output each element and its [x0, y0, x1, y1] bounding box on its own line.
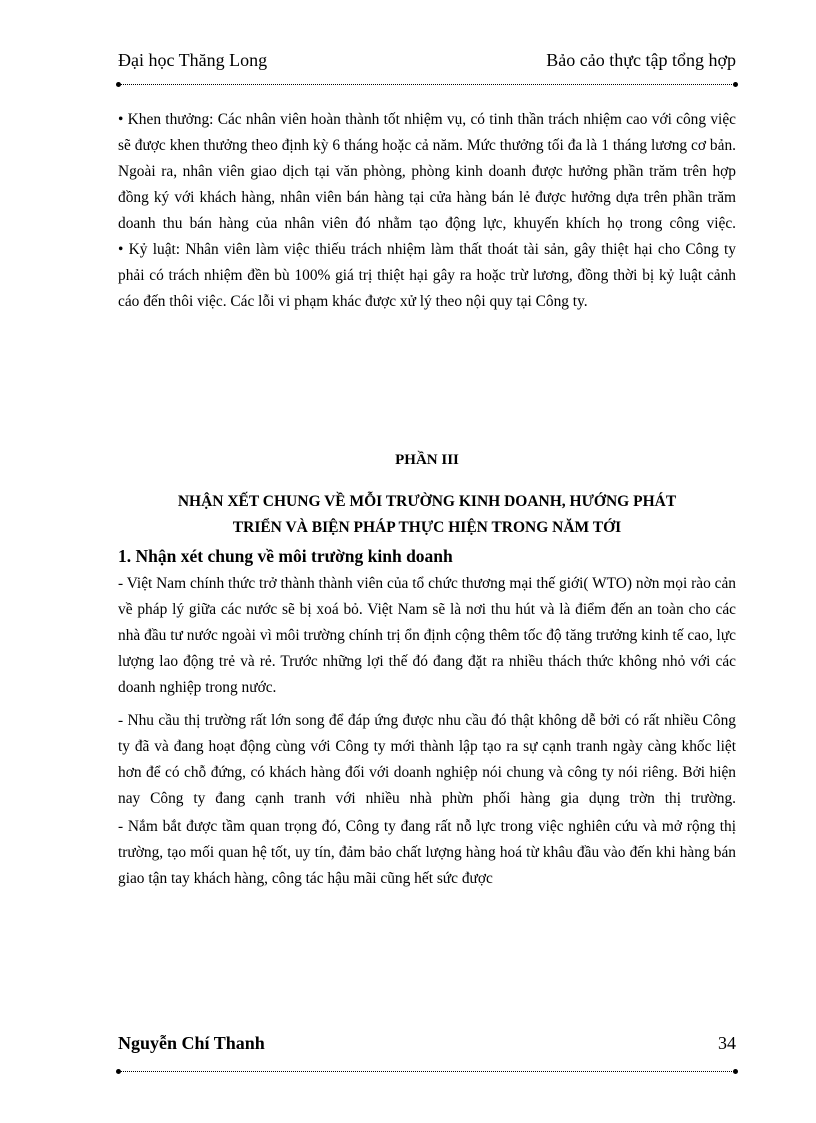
header-divider [118, 84, 736, 85]
footer-author: Nguyễn Chí Thanh [118, 1033, 265, 1053]
page-header [118, 50, 736, 78]
paragraph-discipline: • Kỷ luật: Nhân viên làm việc thiếu trách nhiệm làm thất thoát tài sản, gây thiệt hại cho Công ty phải có trách nhiệm đền bù 100% giá trị thiệt hại gây ra hoặc trừ lương, đồng thời bị kỷ luật cảnh cáo đến thôi việc. Các lỗi vi phạm khác được xử lý theo nội quy tại Công ty. [118, 241, 736, 310]
paragraph-market-demand: - Nhu cầu thị trường rất lớn song để đáp ứng được nhu cầu đó thật không dễ bởi có rất nhiều Công ty đã và đang hoạt động cùng với Công ty mới thành lập tạo ra sự cạnh tranh ngày càng khốc liệt hơn để có chỗ đứng, có khách hàng đối với doanh nghiệp nói chung và công ty nói riêng. Bởi hiện nay Công ty đang cạnh tranh với nhiều nhà phừn phối hàng gia dụng trờn thị trường. [118, 712, 736, 807]
paragraph-reward: • Khen thưởng: Các nhân viên hoàn thành tốt nhiệm vụ, có tinh thần trách nhiệm cao với công việc sẽ được khen thưởng theo định kỳ 6 tháng hoặc cả năm. Mức thưởng tối đa là 1 tháng lương cơ bản. Ngoài ra, nhân viên giao dịch tại văn phòng, phòng kinh doanh được hưởng phần trăm trên hợp đồng ký với khách hàng, nhân viên bán hàng tại cửa hàng bán lẻ được hưởng dựa trên phần trăm doanh thu bán hàng của nhân viên đó nhằm tạo động lực, khuyến khích họ trong công việc. [118, 111, 736, 232]
part-title-line2: TRIỂN VÀ BIỆN PHÁP THỰC HIỆN TRONG NĂM TỚI [232, 519, 622, 536]
page-body [118, 107, 736, 892]
paragraph-strategy: - Nắm bắt được tầm quan trọng đó, Công ty đang rất nỗ lực trong việc nghiên cứu và mở rộng thị trường, tạo mối quan hệ tốt, uy tín, đảm bảo chất lượng hàng hoá từ khâu đầu vào đến khi hàng bán giao tận tay khách hàng, công tác hậu mãi cũng hết sức được [118, 818, 736, 887]
header-report-title: Bảo cảo thực tập tổng hợp [546, 50, 736, 70]
page-number: 34 [718, 1033, 736, 1053]
page-footer [118, 1033, 736, 1059]
footer-divider [118, 1071, 736, 1072]
part-title-line1: NHẬN XẾT CHUNG VỀ MỖI TRƯỜNG KINH DOANH, HƯỚNG PHÁT [177, 493, 677, 510]
header-university: Đại học Thăng Long [118, 50, 268, 70]
section-title: 1. Nhận xét chung về môi trường kinh doanh [118, 546, 453, 566]
paragraph-wto: - Việt Nam chính thức trở thành thành viên của tổ chức thương mại thế giới( WTO) nờn mọi rào cản về pháp lý giữa các nước sẽ bị xoá bỏ. Việt Nam sẽ là nơi thu hút và là điểm đến an toàn cho các nhà đầu tư nước ngoài vì môi trường chính trị ổn định cộng thêm tốc độ tăng trưởng kinh tế cao, lực lượng lao động trẻ và rẻ. Trước những lợi thế đó đang đặt ra nhiều thách thức không nhỏ với các doanh nghiệp trong nước. [118, 575, 736, 696]
part-label: PHẦN III [395, 452, 459, 468]
